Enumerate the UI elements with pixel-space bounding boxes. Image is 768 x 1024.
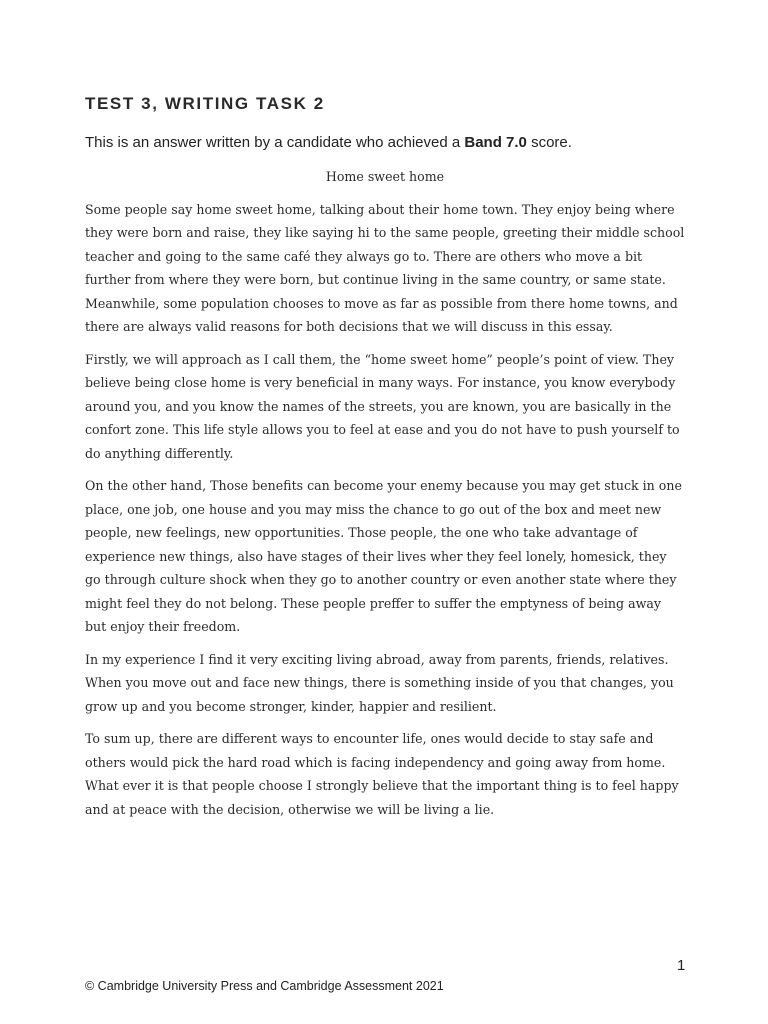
essay-paragraph-4: In my experience I find it very exciting living abroad, away from parents, friends, relatives. When you move out and face new things, there is something inside of you that changes, you grow up and you become stronger, kinder, happier and resilient. — [85, 651, 674, 714]
page-number: 1 — [677, 957, 686, 974]
intro-prefix: This is an answer written by a candidate who achieved a — [85, 134, 465, 151]
essay-paragraph-2: Firstly, we will approach as I call them, the “home sweet home” people’s point of view. They believe being close home is very beneficial in many ways. For instance, you know everybody around you, and you know the names of the streets, you are known, you are basically in the confort zone. This life style allows you to feel at ease and you do not have to push yourself to do anything differently. — [85, 351, 680, 461]
page-title: TEST 3, WRITING TASK 2 — [85, 94, 325, 113]
essay-paragraph-1: Some people say home sweet home, talking about their home town. They enjoy being where they were born and raise, they like saying hi to the same people, greeting their middle school teacher and going to the same café they always go to. There are others who move a bit further from where they were born, but continue living in the same country, or same state. Meanwhile, some population chooses to move as far as possible from there home towns, and there are always valid reasons for both decisions that we will discuss in this essay. — [85, 201, 685, 334]
copyright-notice: © Cambridge University Press and Cambridge Assessment 2021 — [85, 979, 444, 993]
essay-title: Home sweet home — [325, 169, 445, 184]
intro-suffix: score. — [526, 134, 572, 151]
essay-paragraph-5: To sum up, there are different ways to encounter life, ones would decide to stay safe and others would pick the hard road which is facing independency and going away from home. What ever it is that people choose I strongly believe that the important thing is to feel happy and at peace with the decision, otherwise we will be living a lie. — [85, 731, 679, 817]
intro-text — [85, 134, 572, 151]
essay-paragraph-3: On the other hand, Those benefits can become your enemy because you may get stuck in one place, one job, one house and you may miss the chance to go out of the box and meet new people, new feelings, new opportunities. Those people, the one who take advantage of experience new things, also have stages of their lives wher they feel lonely, homesick, they go through culture shock when they go to another country or even another state where they might feel they do not belong. These people preffer to suffer the emptyness of being away but enjoy their freedom. — [85, 478, 682, 634]
band-score: Band 7.0 — [464, 134, 527, 151]
essay-body — [85, 165, 685, 830]
